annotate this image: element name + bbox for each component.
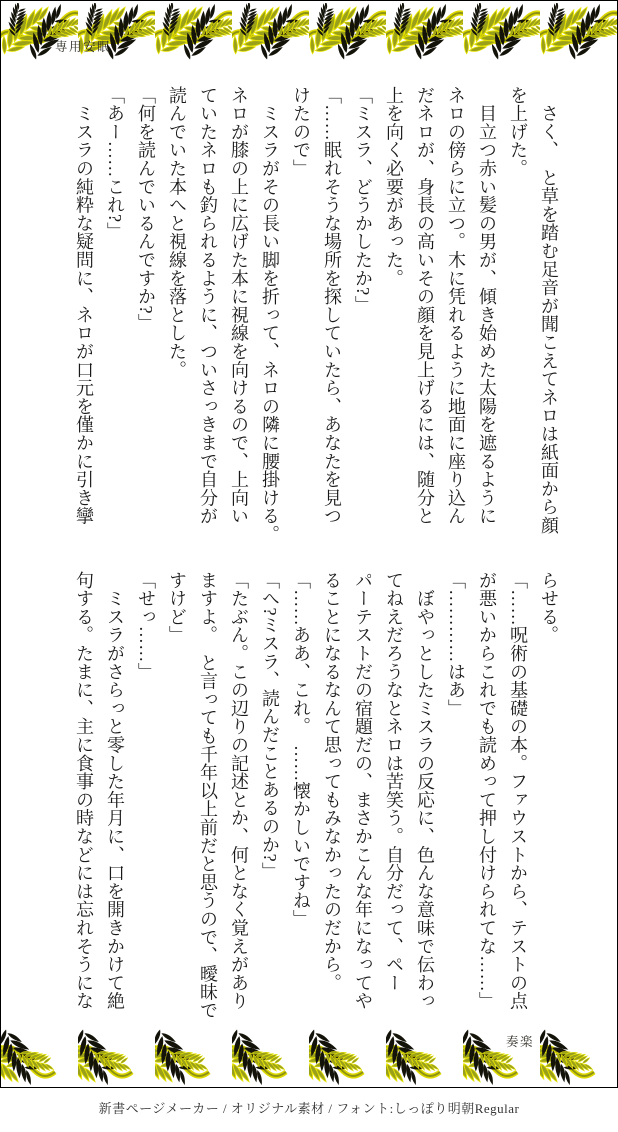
text-line: 「…………はあ」: [446, 571, 466, 718]
footer-note: 奏楽: [506, 1035, 535, 1049]
text-line: さく、 と草を踏む足音が聞こえてネロは紙面から顔: [539, 86, 559, 535]
text-line: 「何を読んでいるんですか?」: [136, 86, 156, 333]
text-line: ていたネロも釣られるように、ついさっきまで自分が: [198, 86, 218, 526]
text-line: 「……眠れそうな場所を探していたら、あなたを見つ: [322, 86, 342, 526]
text-line: ネロが膝の上に広げた本に視線を向けるので、上向い: [229, 86, 249, 526]
text-line: を上げた。: [508, 86, 528, 178]
text-line: ミスラがさらっと零した年月に、口を開きかけて絶: [105, 571, 125, 1011]
text-line: ることになるなんて思ってもみなかったのだから。: [322, 571, 342, 992]
text-line: ミスラの純粋な疑問に、ネロが口元を僅かに引き攣: [74, 86, 94, 526]
text-line: てねえだろうなとネロは苦笑う。自分だって、ペー: [384, 571, 404, 992]
text-line: すけど」: [167, 571, 187, 645]
page-maker-credit: 新書ページメーカー / オリジナル素材 / フォント:しっぽり明朝Regular: [98, 1101, 520, 1116]
text-line: 「……ああ、これ。 ……懐かしいですね」: [291, 571, 311, 928]
text-line: 読んでいた本へと視線を落とした。: [167, 86, 187, 379]
text-line: パーテストだの宿題だの、まさかこんな年になってや: [353, 571, 373, 1011]
header-note: 専用安眠: [55, 40, 112, 54]
text-line: 「へ?ミスラ、読んだことあるのか?」: [260, 571, 280, 881]
text-line: 「あー……これ?」: [105, 86, 125, 241]
text-line: 「……呪術の基礎の本。ファウストから、テストの点: [508, 571, 528, 1011]
text-line: だネロが、身長の高いその顔を見上げるには、随分と: [415, 86, 435, 526]
text-line: 目立つ赤い髪の男が、傾き始めた太陽を遮るように: [477, 86, 497, 526]
text-line: らせる。: [539, 571, 559, 645]
text-line: 「ミスラ、どうかしたか?」: [353, 86, 373, 314]
text-line: 句する。たまに、主に食事の時などには忘れそうにな: [74, 571, 94, 1011]
text-line: 「せっ……」: [136, 571, 156, 681]
text-line: が悪いからこれでも読めって押し付けられてな……」: [477, 571, 497, 1011]
text-line: ミスラがその長い脚を折って、ネロの隣に腰掛ける。: [260, 86, 280, 544]
vertical-text-block-top: [68, 86, 564, 544]
text-line: 上を向く必要があった。: [384, 86, 404, 288]
text-line: ネロの傍らに立つ。木に凭れるように地面に座り込ん: [446, 86, 466, 526]
text-line: ぼやっとしたミスラの反応に、色んな意味で伝わっ: [415, 571, 435, 1011]
vertical-text-block-bottom: [68, 571, 564, 1023]
text-line: 「たぶん。この辺りの記述とか、何となく覚えがあり: [229, 571, 249, 1011]
text-line: ますよ。 と言っても千年以上前だと思うので、曖昧で: [198, 571, 218, 1020]
text-line: けたので」: [291, 86, 311, 178]
